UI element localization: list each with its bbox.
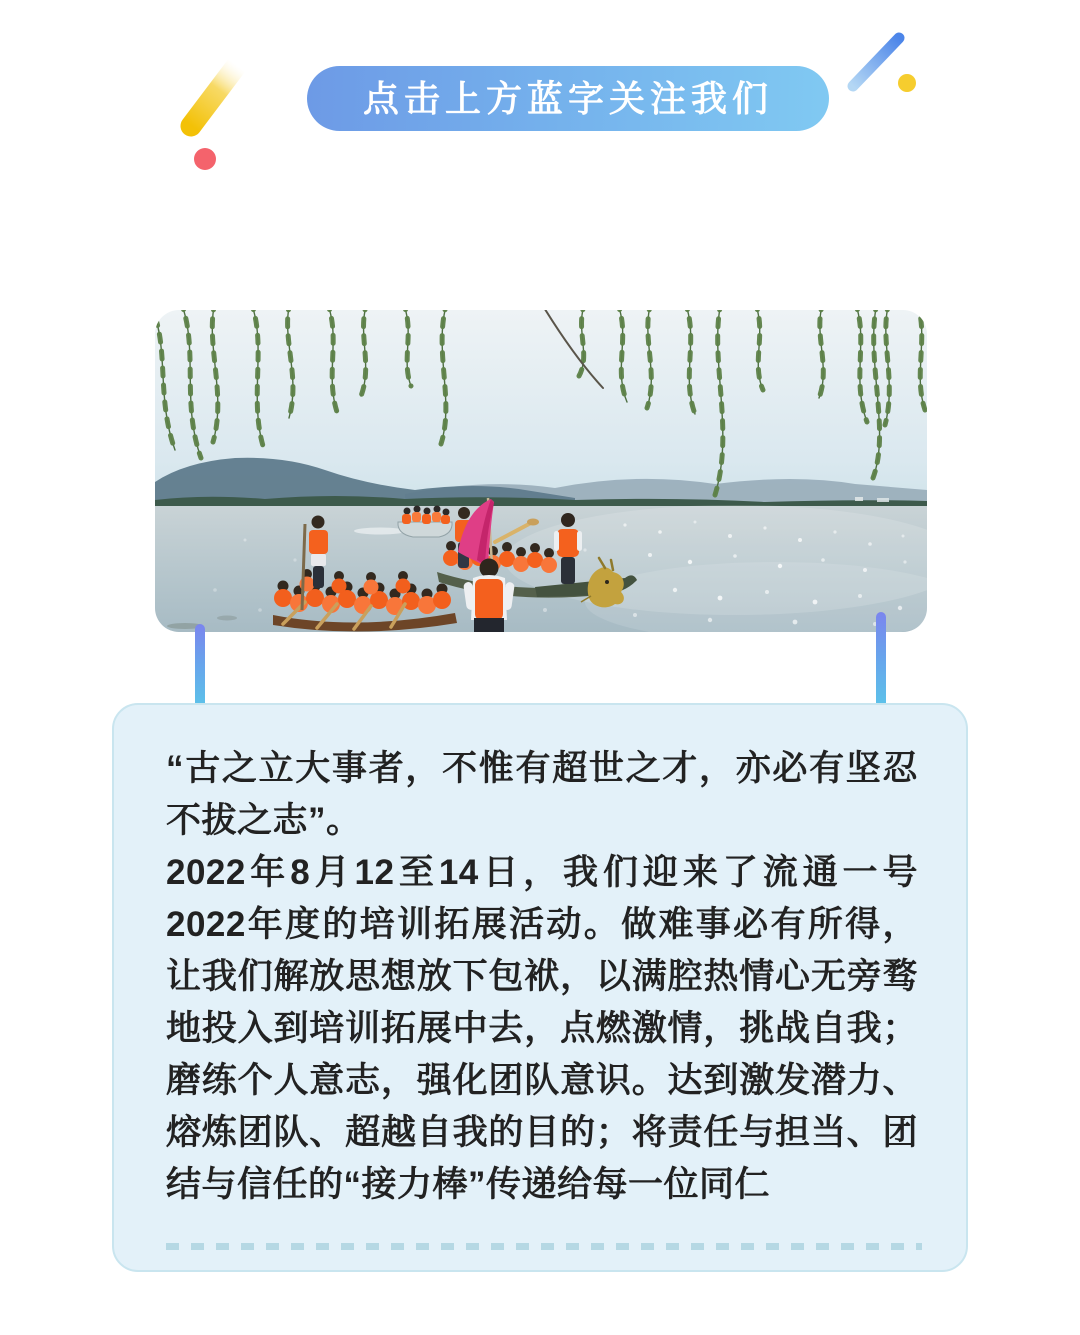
pen-stroke-decoration-left [178,52,260,174]
follow-banner-button[interactable]: 点击上方蓝字关注我们 [307,66,829,131]
article-paragraph-quote: “古之立大事者，不惟有超世之才，亦必有坚忍不拔之志”。 [166,749,918,840]
article-photo[interactable] [155,310,927,632]
yellow-dot-icon [898,74,916,92]
yellow-slash-icon [191,65,237,126]
motorboat [398,506,452,538]
connector-line-left [195,624,205,712]
blue-slash-icon [853,38,899,86]
connector-line-right [876,612,886,712]
lake-photo-illustration [155,310,927,632]
red-dot-icon [194,148,216,170]
slash-decoration-right [843,26,921,98]
article-text-box [112,703,968,1272]
article-paragraph-body: 2022年8月12至14日，我们迎来了流通一号2022年度的培训拓展活动。做难事必有所得，让我们解放思想放下包袱，以满腔热情心无旁骛地投入到培训拓展中去，点燃激情，挑战自我；磨练个人意志，强化团队意识。达到激发潜力、熔炼团队、超越自我的目的；将责任与担当、团结与信任的“接力棒”传递给每一位同仁 [166,853,918,1204]
dashed-divider [166,1243,922,1250]
